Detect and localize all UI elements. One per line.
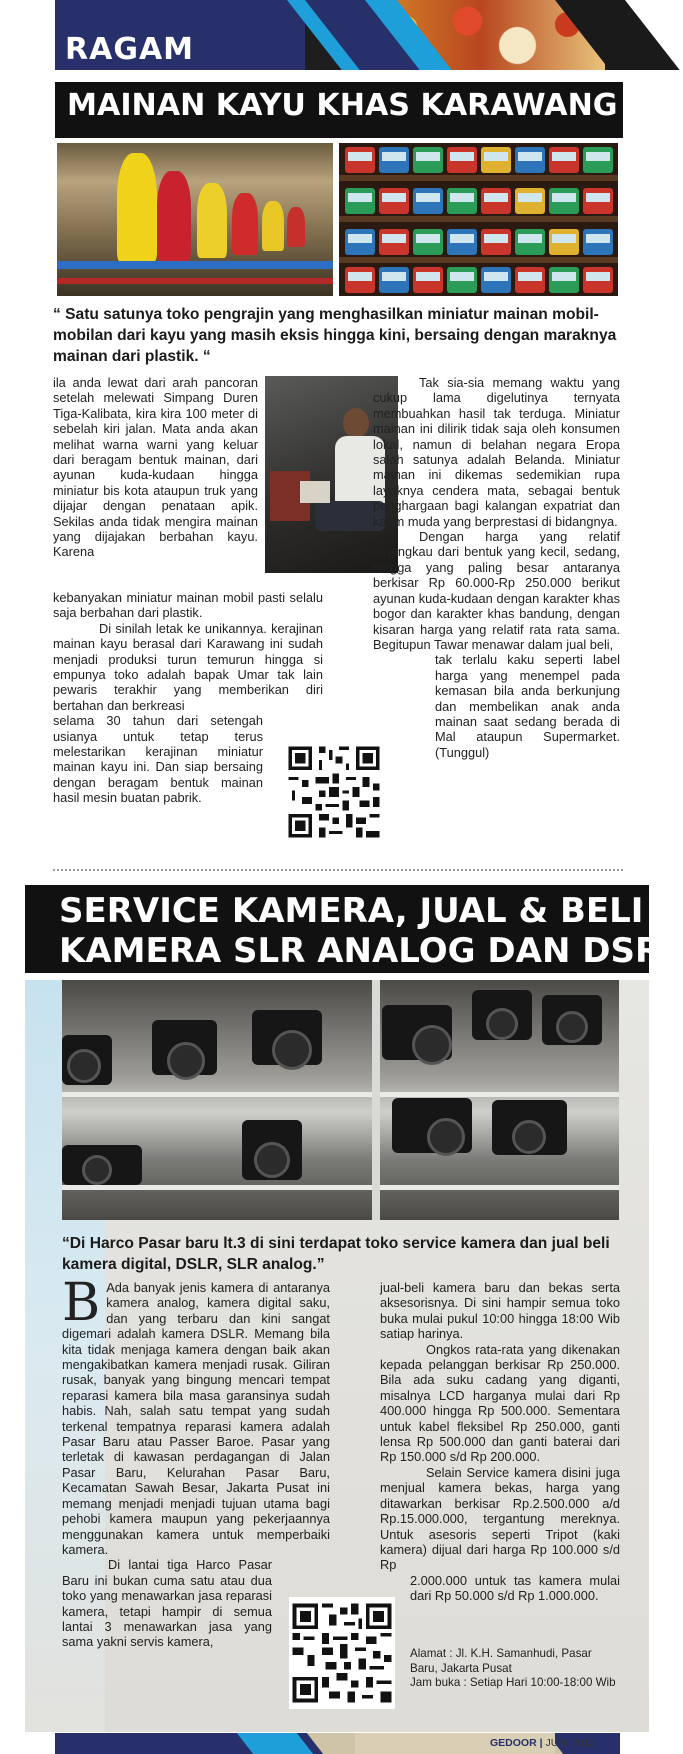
- page-number: 31: [632, 1735, 648, 1751]
- article1-paragraph: ila anda lewat dari arah pancoran setelah melewati Simpang Duren Tiga-Kalibata, kira kira 100 meter di sebelah kiri jalan. Mata anda akan melihat warna warni yang keluar dari beragam bentuk mainan, dari ayunan kuda-kudaan hingga miniatur bis kota ataupun truk yang dijajar dengan penataan apik. Sekilas anda tidak mengira mainan yang dijajakan berbahan kayu. Karena: [53, 375, 258, 560]
- rocking-horses-photo: [57, 143, 333, 296]
- issue-month: JUNI 2012: [545, 1737, 596, 1749]
- drop-cap: B: [62, 1273, 101, 1333]
- article2-left-column: [62, 1273, 330, 1650]
- article2-paragraph: jual-beli kamera baru dan bekas serta aksesorisnya. Di sini hampir semua toko buka mulai pukul 10:00 hingga 18:00 Wib satiap harinya.: [380, 1280, 620, 1342]
- article2-paragraph: [62, 1273, 330, 1557]
- article1-paragraph: Dengan harga yang relatif terjangkau dari bentuk yang kecil, sedang, hingga yang paling besar antaranya berkisar Rp 60.000-Rp 250.000 berikut ayunan kuda-kudaan dengan karakter khas bogor dan karakter khas bandung, dengan kisaran harga yang relatif rata rata sama. Begitupun Tawar menawar dalam jual beli,: [373, 529, 620, 652]
- article1-paragraph: kebanyakan miniatur mainan mobil pasti selalu saja berbahan dari plastik.: [53, 590, 323, 621]
- article2-paragraph: 2.000.000 untuk tas kamera mulai dari Rp 50.000 s/d Rp 1.000.000.: [410, 1572, 620, 1604]
- article1-right-column: [373, 375, 620, 760]
- page-footer: [55, 1733, 648, 1754]
- article-divider: [53, 869, 623, 871]
- article2-paragraph: Ongkos rata-rata yang dikenakan kepada pelanggan berkisar Rp 250.000. Bila ada suku cadang yang diganti, misalnya LCD harganya mulai dari Rp 400.000 hingga Rp 500.000. Sementara untuk kabel fleksibel Rp 250.000, ganti lensa Rp 500.000 dan ganti baterai dari Rp 150.000 s/d Rp 200.000.: [380, 1341, 620, 1465]
- article1-paragraph: Di sinilah letak ke unikannya. kerajinan mainan kayu berasal dari Karawang ini sudah menjadi produksi turun temurun hingga si empunya toko adalah bapak Umar tak lain pewaris terakhir yang memberikan diri bertahan dan berkreasi: [53, 620, 323, 713]
- qr-code[interactable]: [289, 1597, 395, 1709]
- footer-separator: |: [536, 1737, 546, 1749]
- article2-title-line: SERVICE KAMERA, JUAL & BELI: [59, 891, 644, 931]
- article1-left-column-bottom: [53, 590, 323, 806]
- article2-paragraph-text: Ada banyak jenis kamera di antaranya kamera analog, kamera digital saku, dan yang terbaru dan kini sangat digemari adalah kamera DSLR. Memang bila kita tidak menjaga kamera dengan baik akan mengakibatkan kamera menjadi rusak. Giliran rusak, banyak yang bingung mencari tempat reparasi kamera bila masa garansinya sudah habis. Nah, salah satu tempat yang sudah terkenal tempatnya reparasi kamera adalah Pasar Baru atau Passer Baroe. Pasar yang terletak di kawasan perdagangan di Jalan Pasar Baru, Kelurahan Pasar Baru, Kecamatan Sawah Besar, Jakarta Pusat ini memang menjadi menjadi tujuan utama bagi pehobi kamera maupun yang pekerjaannya menggunakan kamera untuk memperbaiki kamera.: [62, 1280, 330, 1557]
- article1-title: MAINAN KAYU KHAS KARAWANG: [55, 82, 623, 138]
- article2-right-column: [380, 1280, 620, 1604]
- qr-code-icon: [289, 1597, 395, 1709]
- miniature-buses-photo: [339, 143, 618, 296]
- article2-pull-quote: “Di Harco Pasar baru lt.3 di sini terdapat toko service kamera dan jual beli kamera digital, DSLR, SLR analog.”: [62, 1235, 610, 1273]
- qr-code[interactable]: [285, 738, 383, 846]
- article1-paragraph: tak terlalu kaku seperti label harga yang menempel pada kemasan bila anda berkunjung dan membelikan anak anda mainan saat sedang berada di Mal ataupun Supermarket. (Tunggul): [435, 652, 620, 760]
- camera-store-photo: [62, 980, 619, 1220]
- article1-paragraph: Tak sia-sia memang waktu yang cukup lama digelutinya ternyata membuahkan hasil tak terduga. Miniatur mainan ini dilirik tidak saja oleh konsumen lokal, namun di belahan negara Eropa salah satunya adalah Belanda. Miniatur mainan ini dikemas sedemikian rupa layaknya cendera mata, sebagai bentuk penghargaan bagi kalangan expatriat dan kaum muda yang berprestasi di bidangnya.: [373, 375, 620, 529]
- article1-pull-quote: “ Satu satunya toko pengrajin yang menghasilkan miniatur mainan mobil-mobilan dari kayu yang masih eksis hingga kini, bersaing dengan maraknya mainan dari plastik. “: [53, 306, 617, 365]
- article2-paragraph: Di lantai tiga Harco Pasar Baru ini bukan cuma satu atau dua toko yang menawarkan jasa reparasi kamera, tetapi hampir di semua lantai 3 menawarkan jasa yang sama yakni servis kamera,: [62, 1557, 272, 1650]
- article1-paragraph: selama 30 tahun dari setengah usianya untuk tetap terus melestarikan kerajinan miniatur mainan kayu ini. Dan siap bersaing dengan beragam bentuk mainan hasil mesin buatan pabrik.: [53, 713, 263, 806]
- address-line: Alamat : Jl. K.H. Samanhudi, Pasar Baru, Jakarta Pusat: [410, 1647, 592, 1675]
- section-header-band: [55, 0, 625, 70]
- store-address: [410, 1647, 622, 1691]
- article2-title: [25, 885, 683, 973]
- article1-left-column-top: [53, 375, 258, 560]
- magazine-name: GEDOOR: [490, 1737, 537, 1749]
- article2-paragraph: Selain Service kamera disini juga menjual kamera bekas, harga yang ditawarkan berkisar Rp.2.500.000 a/d Rp.15.000.000, tergantung mereknya. Untuk asesoris seperti Tripot (kaki kamera) dijual dari harga Rp 100.000 s/d Rp: [380, 1464, 620, 1573]
- footer-magazine-info: [490, 1737, 595, 1749]
- article2-title-line: KAMERA SLR ANALOG DAN DSRL: [59, 931, 683, 971]
- section-label: RAGAM: [65, 32, 195, 67]
- qr-code-icon: [285, 738, 383, 846]
- opening-hours: Jam buka : Setiap Hari 10:00-18:00 Wib: [410, 1676, 616, 1690]
